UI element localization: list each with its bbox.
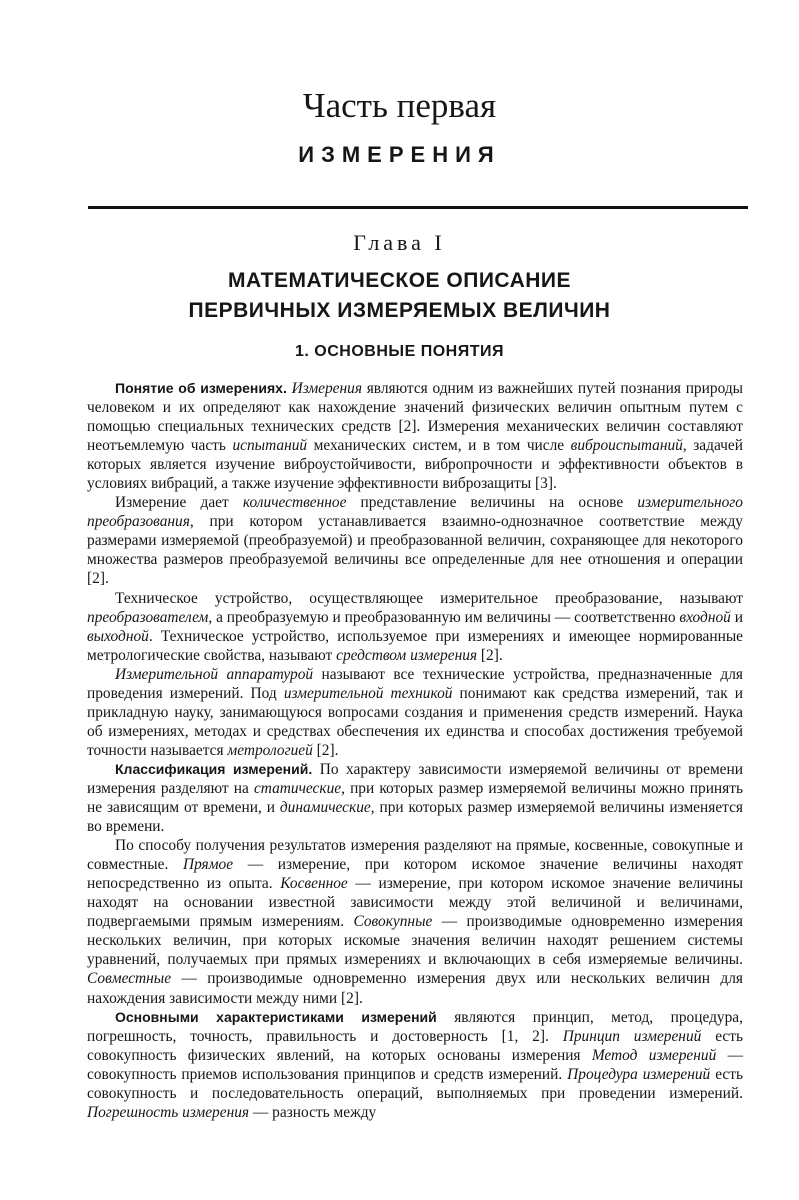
chapter-title-line-2: ПЕРВИЧНЫХ ИЗМЕРЯЕМЫХ ВЕЛИЧИН <box>188 299 611 322</box>
italic-term: статические <box>253 779 342 797</box>
text-run: — производимые одновременно измерения двух или нескольких величин для нахождения зависимости между ними [2]. <box>87 970 743 1007</box>
paragraph <box>87 836 743 1007</box>
italic-term: динамические <box>279 799 371 817</box>
paragraph <box>87 493 743 588</box>
text-run: Техническое устройство, осуществляющее измерительное преобразование, называют <box>115 589 743 607</box>
text-run: — совокупность приемов использования принципов и средств измерений. <box>87 1046 743 1083</box>
text-run: , при котором устанавливается взаимно-однозначное соответствие между размерами измеряемой (преобразуемой) и преобразованной величин, сохраняющее для некоторого множества размеров преобразуемой величины все определенные для нее отношения и операции [2]. <box>87 513 743 588</box>
italic-term: Косвенное <box>280 875 348 893</box>
italic-term: Метод измерений <box>591 1046 717 1064</box>
italic-term: Совокупные <box>353 913 433 931</box>
italic-term: преобразователем <box>87 608 209 626</box>
text-run: , при которых размер измеряемой величины можно принять не зависящим от времени, и <box>87 779 743 817</box>
chapter-label: Глава I <box>353 230 446 255</box>
text-run: По характеру зависимости измеряемой величины от времени измерения разделяют на <box>87 760 743 797</box>
text-run: , при которых размер измеряемой величины изменяется во времени. <box>87 799 743 836</box>
text-run: называют все технические устройства, предназначенные для проведения измерений. Под <box>87 665 744 702</box>
text-run: По способу получения результатов измерения разделяют на прямые, косвенные, совокупные и совместные. <box>87 837 743 874</box>
paragraph <box>87 665 743 760</box>
italic-term: выходной <box>87 627 149 645</box>
italic-term: Измерения <box>291 380 362 397</box>
paragraph <box>87 589 743 665</box>
text-run: — производимые одновременно измерения нескольких величин, при которых искомые значения величин находят решением системы уравнений, получаемых при прямых измерениях и включающих в себя измеряемые величины. <box>87 913 743 969</box>
paragraph-lead: Основными характеристиками измерений <box>115 1008 437 1025</box>
italic-term: входной <box>679 608 731 626</box>
italic-term: измерительного преобразования <box>87 494 743 531</box>
text-run: . Техническое устройство, используемое при измерениях и имеющее нормированные метрологические свойства, называют <box>87 627 743 664</box>
italic-term: Принцип измерений <box>562 1027 702 1045</box>
text-run: представление величины на основе <box>346 494 638 512</box>
text-run: понимают как средства измерений, так и прикладную науку, занимающуюся вопросами создания и применения средств измерений. Наука об измерениях, методах и средствах обеспечения их единства и способах достижения требуемой точности называется <box>87 684 743 759</box>
text-run: механических систем, и в том числе <box>307 437 571 455</box>
text-run: и <box>730 608 743 626</box>
part-title: Часть первая <box>302 86 497 125</box>
chapter-title <box>0 266 799 326</box>
text-run: являются одним из важнейших путей познания природы человеком и их определяют как нахождение значений физических величин опытным путем с помощью специальных технических средств [2]. Измерения механических величин составляют неотъемлемую часть <box>87 380 743 455</box>
italic-term: виброиспытаний <box>570 437 683 455</box>
text-run: — измерение, при котором искомое значение величины находят непосредственно из опыта. <box>87 856 743 893</box>
italic-term: Погрешность измерения <box>87 1103 250 1121</box>
text-run: — измерение, при котором искомое значение величины находят на основании известной зависимости между этой величиной и величинами, подвергаемыми прямым измерениям. <box>87 875 743 931</box>
paragraph <box>87 379 743 493</box>
divider-rule <box>88 206 748 209</box>
text-run: , задачей которых является изучение виброустойчивости, вибропрочности и эффективности объектов в условиях вибраций, а также изучение эффективности виброзащиты [3]. <box>87 437 743 493</box>
italic-term: количественное <box>242 494 347 512</box>
part-subtitle: ИЗМЕРЕНИЯ <box>298 142 501 167</box>
italic-term: средством измерения <box>336 646 478 664</box>
italic-term: испытаний <box>232 437 308 455</box>
chapter-title-line-1: МАТЕМАТИЧЕСКОЕ ОПИСАНИЕ <box>228 269 571 292</box>
body-text <box>87 379 743 1122</box>
text-run: [2]. <box>312 741 339 759</box>
italic-term: Процедура измерений <box>567 1065 711 1083</box>
text-run: , а преобразуемую и преобразованную им величины — соответственно <box>208 608 680 626</box>
text-run: есть совокупность и последовательность операций, выполняемых при проведении измерений. <box>87 1065 743 1102</box>
text-run: являются принцип, метод, процедура, погрешность, точность, правильность и достоверность [1, 2]. <box>87 1008 743 1045</box>
italic-term: измерительной техникой <box>283 684 453 702</box>
paragraph <box>87 1008 743 1122</box>
paragraph-lead: Классификация измерений. <box>115 760 313 777</box>
italic-term: метрологией <box>227 741 313 759</box>
text-run: есть совокупность физических явлений, на которых основаны измерения <box>87 1027 744 1064</box>
text-run: Измерение дает <box>115 494 243 512</box>
italic-term: Прямое <box>182 856 234 874</box>
paragraph-lead: Понятие об измерениях. <box>115 380 287 396</box>
section-title: 1. ОСНОВНЫЕ ПОНЯТИЯ <box>295 343 504 360</box>
italic-term: Совместные <box>87 970 172 988</box>
paragraph <box>87 760 743 836</box>
text-run: — разность между <box>249 1103 377 1121</box>
italic-term: Измерительной аппаратурой <box>115 665 314 683</box>
text-run: [2]. <box>477 646 503 664</box>
